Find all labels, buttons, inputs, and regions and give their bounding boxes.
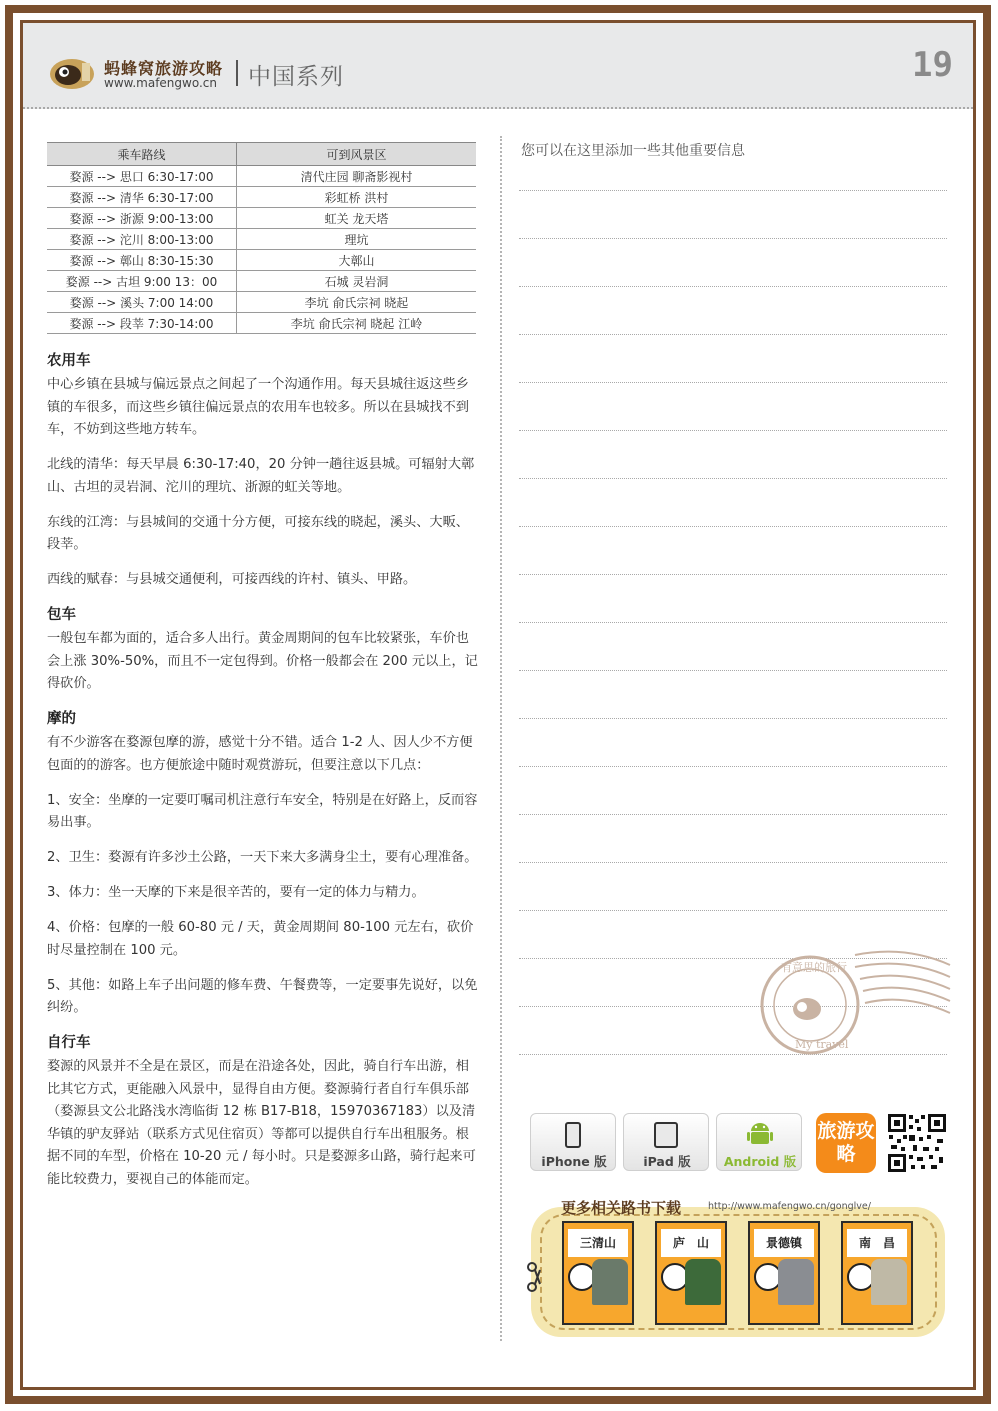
book-title: 三清山 xyxy=(568,1229,628,1257)
book-cover-image xyxy=(685,1259,721,1305)
stamp-text-bottom: My travel xyxy=(795,1038,849,1051)
page-number: 19 xyxy=(912,45,953,85)
route-cell: 婺源 --> 段莘 7:30-14:00 xyxy=(47,313,237,334)
table-row xyxy=(47,271,476,292)
note-line[interactable] xyxy=(519,574,947,575)
paragraph: 4、价格：包摩的一般 60-80 元 / 天，黄金周期间 80-100 元左右，砍价时尽量控制在 100 元。 xyxy=(47,920,474,958)
book-cover-image xyxy=(778,1259,814,1305)
note-line[interactable] xyxy=(519,910,947,911)
section-title-bicycle: 自行车 xyxy=(47,1035,91,1051)
main-article xyxy=(47,350,479,1204)
column-header-scenic: 可到风景区 xyxy=(237,143,477,166)
stamp-text-top: 有意思的旅行 xyxy=(781,961,847,974)
android-app-button[interactable] xyxy=(716,1113,802,1171)
route-cell: 婺源 --> 古坦 9:00 13：00 xyxy=(47,271,237,292)
ipad-app-label: iPad 版 xyxy=(643,1154,691,1169)
guide-book-jingdezhen[interactable] xyxy=(748,1221,820,1325)
note-line[interactable] xyxy=(519,670,947,671)
paragraph: 2、卫生：婺源有许多沙土公路，一天下来大多满身尘土，要有心理准备。 xyxy=(47,850,478,865)
iphone-icon xyxy=(565,1122,581,1148)
paragraph: 中心乡镇在县城与偏远景点之间起了一个沟通作用。每天县城往返这些乡镇的车很多，而这些乡镇往偏远景点的农用车也较多。所以在县城找不到车，不妨到这些地方转车。 xyxy=(47,377,469,437)
book-title: 南 昌 xyxy=(847,1229,907,1257)
scenic-cell: 清代庄园 聊斋影视村 xyxy=(237,166,477,187)
scenic-cell: 石城 灵岩洞 xyxy=(237,271,477,292)
note-line[interactable] xyxy=(519,286,947,287)
scenic-cell: 彩虹桥 洪村 xyxy=(237,187,477,208)
series-title: 中国系列 xyxy=(248,64,344,90)
paragraph: 3、体力：坐一天摩的下来是很辛苦的，要有一定的体力与精力。 xyxy=(47,885,425,900)
note-line[interactable] xyxy=(519,766,947,767)
paragraph: 1、安全：坐摩的一定要叮嘱司机注意行车安全，特别是在好路上，反而容易出事。 xyxy=(47,792,478,830)
note-line[interactable] xyxy=(519,334,947,335)
scenic-cell: 李坑 俞氏宗祠 晓起 xyxy=(237,292,477,313)
column-header-route: 乘车路线 xyxy=(47,143,237,166)
logo-text: 蚂蜂窝旅游攻略 xyxy=(104,59,224,78)
note-line[interactable] xyxy=(519,814,947,815)
section-title-charter: 包车 xyxy=(47,607,76,623)
table-row xyxy=(47,250,476,271)
mafengwo-logo-icon xyxy=(48,55,96,91)
scissors-icon xyxy=(527,1262,541,1292)
route-cell: 婺源 --> 清华 6:30-17:00 xyxy=(47,187,237,208)
book-cover-image xyxy=(871,1259,907,1305)
section-title-moto-taxi: 摩的 xyxy=(47,711,76,727)
scenic-cell: 理坑 xyxy=(237,229,477,250)
route-cell: 婺源 --> 思口 6:30-17:00 xyxy=(47,166,237,187)
scenic-cell: 大鄣山 xyxy=(237,250,477,271)
scenic-cell: 虹关 龙天塔 xyxy=(237,208,477,229)
paragraph: 有不少游客在婺源包摩的游，感觉十分不错。适合 1-2 人、因人少不方便包面的的游客。也方便旅途中随时观赏游玩，但要注意以下几点： xyxy=(47,735,473,773)
book-title: 庐 山 xyxy=(661,1229,721,1257)
route-cell: 婺源 --> 浙源 9:00-13:00 xyxy=(47,208,237,229)
iphone-app-button[interactable] xyxy=(530,1113,616,1171)
route-cell: 婺源 --> 溪头 7:00 14:00 xyxy=(47,292,237,313)
table-row xyxy=(47,229,476,250)
scenic-cell: 李坑 俞氏宗祠 晓起 江岭 xyxy=(237,313,477,334)
note-line[interactable] xyxy=(519,382,947,383)
book-title: 景德镇 xyxy=(754,1229,814,1257)
guide-book-sanqingshan[interactable] xyxy=(562,1221,634,1325)
guide-book-nanchang[interactable] xyxy=(841,1221,913,1325)
route-cell: 婺源 --> 沱川 8:00-13:00 xyxy=(47,229,237,250)
postmark-stamp-icon xyxy=(755,945,955,1055)
note-line[interactable] xyxy=(519,622,947,623)
note-line[interactable] xyxy=(519,430,947,431)
paragraph: 东线的江湾：与县城间的交通十分方便，可接东线的晓起，溪头、大畈、段莘。 xyxy=(47,514,469,552)
paragraph: 一般包车都为面的，适合多人出行。黄金周期间的包车比较紧张，车价也会上涨 30%-50%，而且不一定包得到。价格一般都会在 200 元以上，记得砍价。 xyxy=(47,631,478,691)
more-guides-title: 更多相关路书下载 xyxy=(561,1199,682,1217)
table-row xyxy=(47,166,476,187)
paragraph: 北线的清华：每天早晨 6:30-17:40，20 分钟一趟往返县城。可辐射大鄣山、古坦的灵岩洞、沱川的理坑、浙源的虹关等地。 xyxy=(47,457,475,495)
paragraph: 5、其他：如路上车子出问题的修车费、午餐费等，一定要事先说好，以免纠纷。 xyxy=(47,977,478,1015)
paragraph: 西线的赋春：与县城交通便利，可接西线的许村、镇头、甲路。 xyxy=(47,572,417,587)
android-app-label: Android 版 xyxy=(723,1154,797,1169)
note-line[interactable] xyxy=(519,190,947,191)
table-header-row xyxy=(47,143,476,166)
note-line[interactable] xyxy=(519,526,947,527)
table-row xyxy=(47,313,476,334)
ipad-app-button[interactable] xyxy=(623,1113,709,1171)
table-row xyxy=(47,208,476,229)
note-line[interactable] xyxy=(519,718,947,719)
guide-book-lushan[interactable] xyxy=(655,1221,727,1325)
ipad-icon xyxy=(654,1122,678,1148)
paragraph: 婺源的风景并不全是在景区，而是在沿途各处，因此，骑自行车出游，相比其它方式，更能融入风景中，显得自由方便。婺源骑行者自行车俱乐部（婺源县文公北路浅水湾临街 12 栋 B17-B18，15970367183）以及清华镇的驴友驿站（联系方式见住宿页）等都可以提供自行车出租服务。根据不同的车型，价格在 10-20 元 / 每小时。只是婺源多山路，骑行起来可能比较费力，要视自己的体能而定。 xyxy=(47,1059,476,1187)
lvyou-gonglve-app-icon[interactable]: 旅游攻略 xyxy=(816,1113,876,1173)
route-cell: 婺源 --> 鄣山 8:30-15:30 xyxy=(47,250,237,271)
iphone-app-label: iPhone 版 xyxy=(541,1154,607,1169)
table-row xyxy=(47,187,476,208)
book-cover-image xyxy=(592,1259,628,1305)
note-line[interactable] xyxy=(519,478,947,479)
note-line[interactable] xyxy=(519,238,947,239)
logo-url[interactable]: www.mafengwo.cn xyxy=(104,76,217,90)
section-title-farm-vehicle: 农用车 xyxy=(47,353,91,369)
qr-code-icon[interactable] xyxy=(887,1113,947,1173)
android-icon xyxy=(747,1120,773,1148)
column-divider xyxy=(500,136,502,1341)
notes-title: 您可以在这里添加一些其他重要信息 xyxy=(521,143,745,159)
table-row xyxy=(47,292,476,313)
more-guides-url[interactable]: http://www.mafengwo.cn/gonglve/ xyxy=(708,1201,871,1212)
bus-route-table xyxy=(47,142,476,334)
note-line[interactable] xyxy=(519,862,947,863)
header-separator xyxy=(236,60,238,86)
